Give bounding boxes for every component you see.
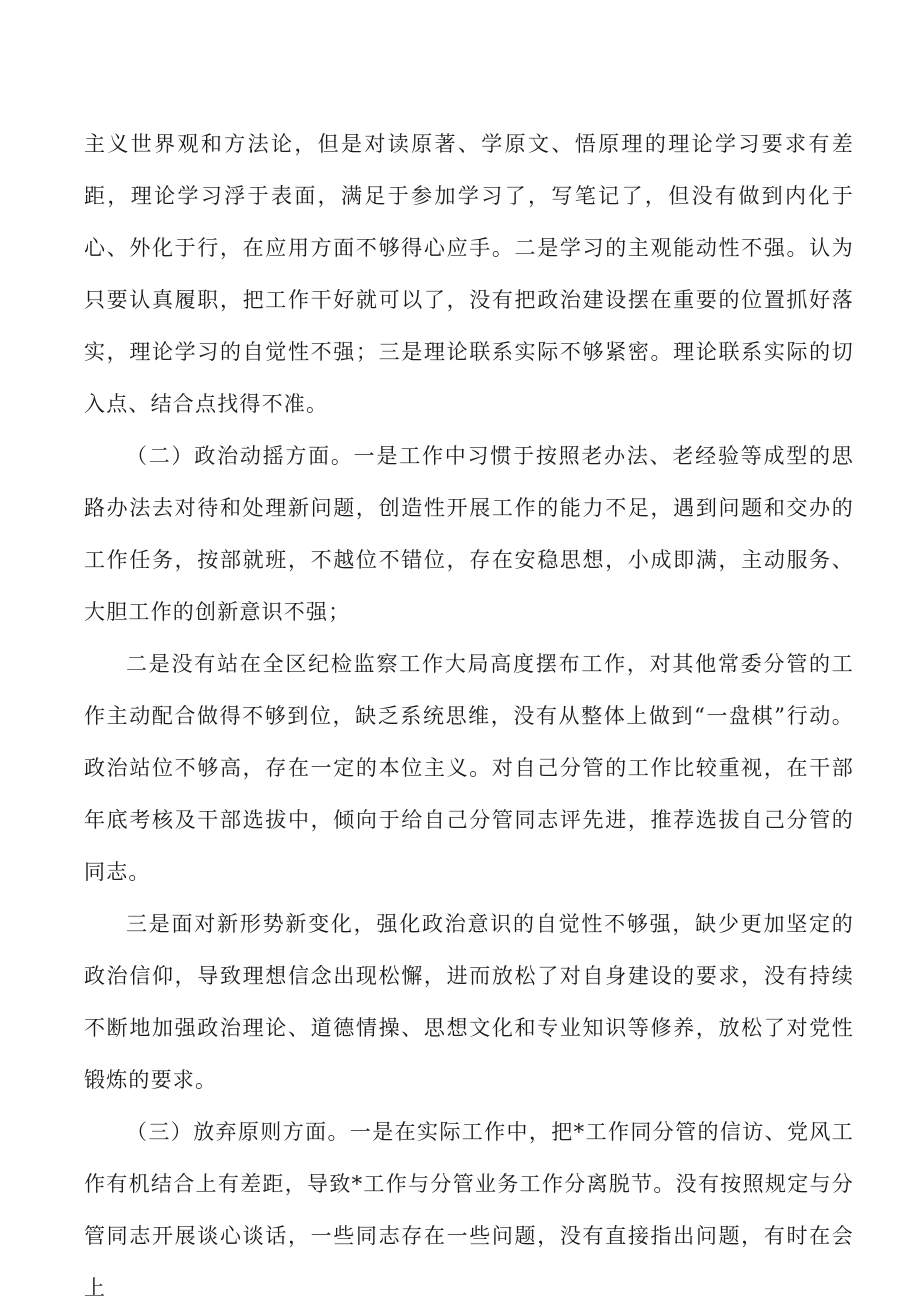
document-body	[84, 118, 854, 1314]
paragraph-theory-study: 主义世界观和方法论，但是对读原著、学原文、悟原理的理论学习要求有差距，理论学习浮于表面，满足于参加学习了，写笔记了，但没有做到内化于心、外化于行，在应用方面不够得心应手。二是学习的主观能动性不强。认为只要认真履职，把工作干好就可以了，没有把政治建设摆在重要的位置抓好落实，理论学习的自觉性不强；三是理论联系实际不够紧密。理论联系实际的切入点、结合点找得不准。	[84, 132, 854, 416]
paragraph-political-wavering: （二）政治动摇方面。一是工作中习惯于按照老办法、老经验等成型的思路办法去对待和处理新问题，创造性开展工作的能力不足，遇到问题和交办的工作任务，按部就班，不越位不错位，存在安稳思想，小成即满，主动服务、大胆工作的创新意识不强；	[84, 444, 854, 624]
paragraph-overall-situation: 二是没有站在全区纪检监察工作大局高度摆布工作，对其他常委分管的工作主动配合做得不够到位，缺乏系统思维，没有从整体上做到“一盘棋”行动。政治站位不够高，存在一定的本位主义。对自己分管的工作比较重视，在干部年底考核及干部选拔中，倾向于给自己分管同志评先进，推荐选拔自己分管的同志。	[84, 652, 854, 884]
paragraph-political-awareness: 三是面对新形势新变化，强化政治意识的自觉性不够强，缺少更加坚定的政治信仰，导致理想信念出现松懈，进而放松了对自身建设的要求，没有持续不断地加强政治理论、道德情操、思想文化和专业知识等修养，放松了对党性锻炼的要求。	[84, 912, 854, 1092]
paragraph-abandon-principles: （三）放弃原则方面。一是在实际工作中，把*工作同分管的信访、党风工作有机结合上有差距，导致*工作与分管业务工作分离脱节。没有按照规定与分管同志开展谈心谈话，一些同志存在一些问题，没有直接指出问题，有时在会上	[84, 1120, 854, 1300]
